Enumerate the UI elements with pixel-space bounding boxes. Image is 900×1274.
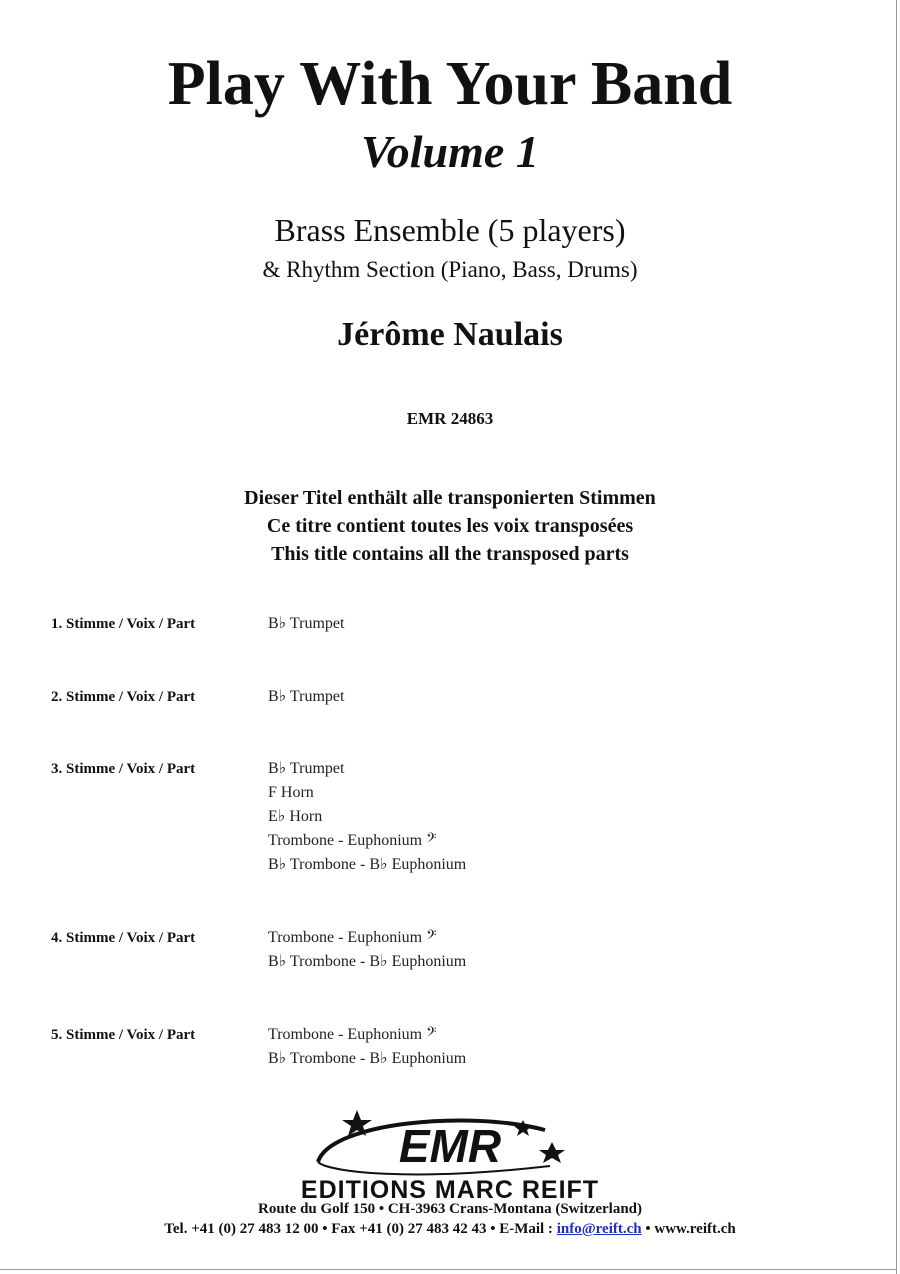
catalog-number: EMR 24863: [406, 409, 494, 428]
transposed-parts-notice: [0, 484, 900, 568]
instrument-list: [268, 757, 466, 877]
emr-logo: [300, 1104, 600, 1184]
instrument-list: [268, 926, 466, 974]
volume-subtitle: Volume 1: [361, 126, 539, 177]
part-label: 4. Stimme / Voix / Part: [51, 930, 196, 946]
part-label: 3. Stimme / Voix / Part: [51, 761, 196, 777]
instrument-item: Trombone - Euphonium 𝄢: [268, 1026, 437, 1043]
ensemble-description: Brass Ensemble (5 players): [274, 212, 626, 248]
page-border-bottom: [0, 1269, 897, 1270]
email-link[interactable]: info@reift.ch: [556, 1221, 642, 1237]
part-label: 5. Stimme / Voix / Part: [51, 1027, 196, 1043]
instrument-list: [268, 612, 344, 636]
instrument-item: E♭ Horn: [268, 808, 323, 825]
part-label: 2. Stimme / Voix / Part: [51, 689, 196, 705]
publisher-contact: [0, 1219, 900, 1239]
instrument-item: B♭ Trumpet: [268, 760, 345, 777]
instrument-item: B♭ Trumpet: [268, 688, 345, 705]
instrument-item: Trombone - Euphonium 𝄢: [268, 929, 437, 946]
contact-website: • www.reift.ch: [641, 1221, 736, 1237]
notice-line-german: Dieser Titel enthält alle transponierten Stimmen: [244, 487, 656, 509]
notice-line-english: This title contains all the transposed parts: [271, 543, 629, 565]
instrument-item: F Horn: [268, 784, 314, 801]
publisher-address: Route du Golf 150 • CH-3963 Crans-Montana (Switzerland): [258, 1201, 642, 1217]
instrument-item: B♭ Trombone - B♭ Euphonium: [268, 1050, 467, 1067]
logo-star-right: [539, 1142, 565, 1163]
instrument-item: B♭ Trombone - B♭ Euphonium: [268, 856, 467, 873]
instrument-item: Trombone - Euphonium 𝄢: [268, 832, 437, 849]
instrument-item: B♭ Trumpet: [268, 615, 345, 632]
instrument-item: B♭ Trombone - B♭ Euphonium: [268, 953, 467, 970]
part-label: 1. Stimme / Voix / Part: [51, 616, 196, 632]
publisher-name: EDITIONS MARC REIFT: [300, 1176, 600, 1204]
page-title: Play With Your Band: [167, 50, 733, 118]
composer-name: Jérôme Naulais: [337, 316, 563, 353]
instrument-list: [268, 685, 344, 709]
instrument-list: [268, 1023, 466, 1071]
notice-line-french: Ce titre contient toutes les voix transposées: [266, 515, 634, 537]
rhythm-section-description: & Rhythm Section (Piano, Bass, Drums): [262, 257, 638, 282]
page-border-right: [896, 0, 897, 1274]
contact-phone-fax: Tel. +41 (0) 27 483 12 00 • Fax +41 (0) 27 483 42 43 • E-Mail :: [164, 1221, 557, 1237]
logo-wordmark: EMR: [398, 1120, 502, 1172]
